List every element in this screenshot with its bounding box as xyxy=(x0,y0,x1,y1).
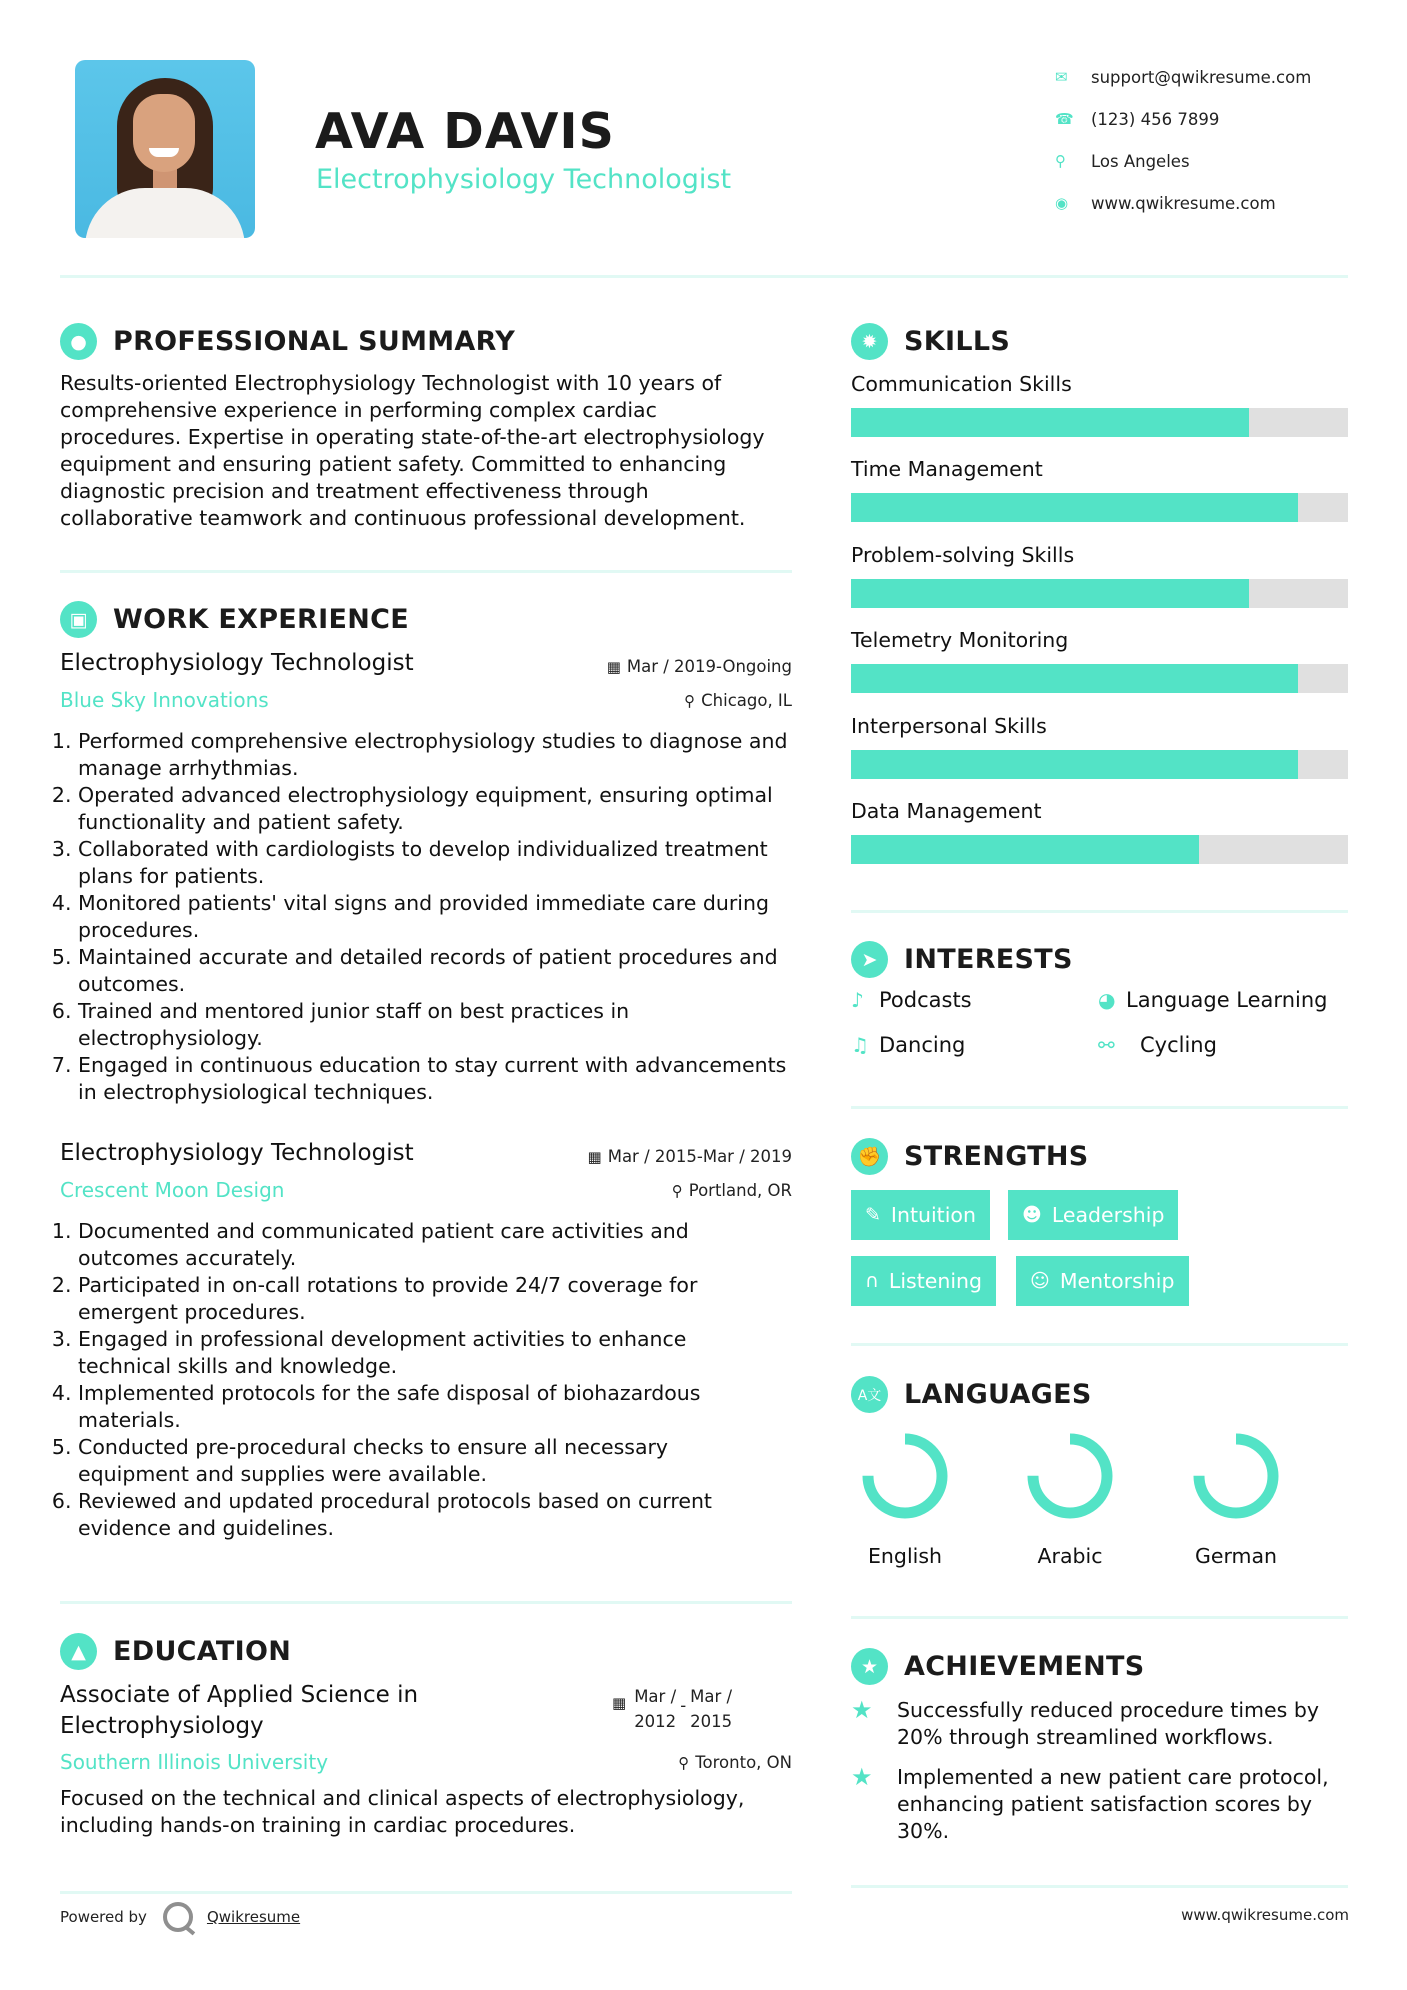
magic-wand-icon: ✎ xyxy=(865,1204,881,1226)
language-ring xyxy=(1190,1430,1282,1522)
skill-label: Communication Skills xyxy=(851,372,1072,396)
experience-divider xyxy=(60,1601,792,1604)
microphone-icon: ♪ xyxy=(851,988,864,1012)
interests-header: ➤ INTERESTS xyxy=(851,941,1073,978)
header-divider xyxy=(60,275,1348,278)
education-divider xyxy=(60,1891,792,1894)
user-icon: ● xyxy=(60,323,97,360)
job-duties xyxy=(60,1218,780,1542)
footer-powered-by: Powered by Qwikresume xyxy=(60,1902,300,1932)
star-icon: ★ xyxy=(851,1763,873,1791)
qwikresume-logo-icon xyxy=(163,1902,193,1932)
education-header: ▲ EDUCATION xyxy=(60,1633,291,1670)
star-icon: ★ xyxy=(851,1696,873,1724)
skills-header: ✹ SKILLS xyxy=(851,323,1010,360)
list-item: 2. Operated advanced electrophysiology equipment, ensuring optimal functionality and patient safety. xyxy=(78,782,800,836)
phone-icon: ☎ xyxy=(1055,110,1074,128)
candidate-role: Electrophysiology Technologist xyxy=(316,164,732,195)
list-item: 5. Maintained accurate and detailed records of patient procedures and outcomes. xyxy=(78,944,800,998)
achievements-header: ★ ACHIEVEMENTS xyxy=(851,1648,1145,1685)
skill-bar-fill xyxy=(851,750,1298,779)
job-title: Electrophysiology Technologist xyxy=(60,650,414,676)
interest-dancing: ♫ Dancing xyxy=(851,1033,966,1057)
language-ring-arc xyxy=(868,1439,942,1513)
skill-bar-fill xyxy=(851,579,1249,608)
language-ring-arc xyxy=(1033,1439,1107,1513)
job-dates: ▦ Mar / 2019-Ongoing xyxy=(606,657,792,676)
skill-label: Interpersonal Skills xyxy=(851,713,1047,738)
skill-bar xyxy=(851,750,1348,779)
education-description: Focused on the technical and clinical aspects of electrophysiology, including hands-on training in cardiac procedures. xyxy=(60,1786,745,1837)
headphones-icon: ∩ xyxy=(865,1270,879,1292)
contact-website[interactable]: ◉ www.qwikresume.com xyxy=(1055,193,1276,213)
achievements-divider xyxy=(851,1885,1348,1888)
strength-tag-listening: ∩ Listening xyxy=(851,1256,996,1306)
list-item: 3. Collaborated with cardiologists to develop individualized treatment plans for patients. xyxy=(78,836,800,890)
list-item: 5. Conducted pre-procedural checks to ensure all necessary equipment and supplies were available. xyxy=(78,1434,780,1488)
skill-label: Data Management xyxy=(851,799,1042,823)
job-location: ⚲ Portland, OR xyxy=(671,1181,792,1200)
contact-location: ⚲ Los Angeles xyxy=(1055,151,1190,171)
candidate-name: AVA DAVIS xyxy=(315,103,615,160)
contact-phone[interactable]: ☎ (123) 456 7899 xyxy=(1055,109,1220,129)
skill-bar xyxy=(851,664,1348,693)
graduation-icon: ▲ xyxy=(60,1633,97,1670)
strength-tag-leadership: ☻ Leadership xyxy=(1008,1190,1178,1240)
calendar-icon: ▦ xyxy=(606,658,621,676)
job-title: Electrophysiology Technologist xyxy=(60,1140,414,1166)
strength-tag-mentorship: ☺ Mentorship xyxy=(1016,1256,1189,1306)
language-ring xyxy=(859,1430,951,1522)
skill-bar-fill xyxy=(851,493,1298,522)
list-item: 6. Reviewed and updated procedural protocols based on current evidence and guidelines. xyxy=(78,1488,780,1542)
skill-label: Telemetry Monitoring xyxy=(851,628,1069,653)
user-plus-icon: ☺ xyxy=(1030,1270,1050,1292)
skill-bar xyxy=(851,579,1348,608)
star-icon: ★ xyxy=(851,1648,888,1685)
pin-icon: ⚲ xyxy=(678,1754,690,1772)
briefcase-icon: ▣ xyxy=(60,601,97,638)
language-card-icon: A文 xyxy=(851,1376,888,1413)
language-label: Arabic xyxy=(1037,1544,1103,1568)
pin-icon: ⚲ xyxy=(684,692,696,710)
strengths-header: ✊ STRENGTHS xyxy=(851,1138,1089,1175)
list-item: 1. Documented and communicated patient care activities and outcomes accurately. xyxy=(78,1218,780,1272)
skill-label: Problem-solving Skills xyxy=(851,542,1075,567)
languages-divider xyxy=(851,1616,1348,1619)
summary-header: ● PROFESSIONAL SUMMARY xyxy=(60,323,515,360)
list-item: 2. Participated in on-call rotations to provide 24/7 coverage for emergent procedures. xyxy=(78,1272,780,1326)
experience-header: ▣ WORK EXPERIENCE xyxy=(60,601,409,638)
summary-text: Results-oriented Electrophysiology Technologist with 10 years of comprehensive experience in performing complex cardiac procedures. Expertise in operating state-of-the-art electrophysiology equipment and ensuring patient safety. Committed to enhancing diagnostic precision and treatment effectiveness through collaborative teamwork and continuous professional development. xyxy=(60,371,765,530)
calendar-icon: ▦ xyxy=(612,1694,627,1712)
bicycle-icon: ⚯ xyxy=(1098,1033,1115,1057)
qwikresume-link[interactable]: Qwikresume xyxy=(206,1908,301,1926)
achievement-item: ★ Implemented a new patient care protocol, enhancing patient satisfaction scores by 30%. xyxy=(851,1763,1329,1843)
list-item: 3. Engaged in professional development activities to enhance technical skills and knowledge. xyxy=(78,1326,780,1380)
degree-title: Associate of Applied Science in Electrophysiology xyxy=(60,1682,419,1739)
profile-photo xyxy=(75,60,255,238)
language-label: German xyxy=(1194,1544,1278,1568)
map-pin-icon: ⚲ xyxy=(1055,152,1066,170)
language-item xyxy=(1000,1430,1140,1568)
list-item: 7. Engaged in continuous education to stay current with advancements in electrophysiological techniques. xyxy=(78,1052,800,1106)
education-dates: ▦ Mar / 2012 - Mar / 2015 xyxy=(612,1684,732,1734)
list-item: 4. Monitored patients' vital signs and provided immediate care during procedures. xyxy=(78,890,800,944)
interest-podcasts: ♪ Podcasts xyxy=(851,988,972,1012)
globe-icon: ◕ xyxy=(1098,988,1116,1012)
strength-tag-intuition: ✎ Intuition xyxy=(851,1190,990,1240)
job-dates: ▦ Mar / 2015-Mar / 2019 xyxy=(587,1147,792,1166)
skill-bar-fill xyxy=(851,664,1298,693)
list-item: 1. Performed comprehensive electrophysiology studies to diagnose and manage arrhythmias. xyxy=(78,728,800,782)
skill-bar xyxy=(851,408,1348,437)
calendar-icon: ▦ xyxy=(587,1148,602,1166)
interest-cycling: ⚯ Cycling xyxy=(1098,1033,1217,1057)
contact-email[interactable]: ✉ support@qwikresume.com xyxy=(1055,67,1312,87)
globe-icon: ◉ xyxy=(1055,194,1069,212)
envelope-icon: ✉ xyxy=(1055,68,1068,86)
skill-bar-fill xyxy=(851,408,1249,437)
achievement-item: ★ Successfully reduced procedure times by 20% through streamlined workflows. xyxy=(851,1696,1319,1749)
footer-website-link[interactable]: www.qwikresume.com xyxy=(1181,1906,1349,1924)
language-item xyxy=(1166,1430,1306,1568)
contact-block xyxy=(1055,56,1355,224)
language-item xyxy=(835,1430,975,1568)
skill-bar xyxy=(851,493,1348,522)
skill-bar-fill xyxy=(851,835,1199,864)
job-location: ⚲ Chicago, IL xyxy=(684,691,792,710)
interests-divider xyxy=(851,1106,1348,1109)
music-note-icon: ♫ xyxy=(851,1033,869,1057)
users-icon: ☻ xyxy=(1022,1204,1042,1226)
language-ring-arc xyxy=(1199,1439,1273,1513)
paper-plane-icon: ➤ xyxy=(851,941,888,978)
job-company: Blue Sky Innovations xyxy=(60,688,269,712)
language-label: English xyxy=(867,1544,943,1568)
lightbulb-icon: ✹ xyxy=(851,323,888,360)
skills-divider xyxy=(851,910,1348,913)
list-item: 4. Implemented protocols for the safe disposal of biohazardous materials. xyxy=(78,1380,780,1434)
fist-icon: ✊ xyxy=(851,1138,888,1175)
pin-icon: ⚲ xyxy=(671,1182,683,1200)
job-company: Crescent Moon Design xyxy=(60,1178,285,1202)
list-item: 6. Trained and mentored junior staff on best practices in electrophysiology. xyxy=(78,998,800,1052)
summary-divider xyxy=(60,570,792,573)
interest-language-learning: ◕ Language Learning xyxy=(1098,988,1328,1012)
strengths-divider xyxy=(851,1343,1348,1346)
skill-label: Time Management xyxy=(851,457,1043,482)
education-location: ⚲ Toronto, ON xyxy=(678,1753,792,1772)
skill-bar xyxy=(851,835,1348,864)
job-duties xyxy=(60,728,800,1106)
languages-header: A文 LANGUAGES xyxy=(851,1376,1092,1413)
language-ring xyxy=(1024,1430,1116,1522)
school-name: Southern Illinois University xyxy=(60,1750,329,1774)
